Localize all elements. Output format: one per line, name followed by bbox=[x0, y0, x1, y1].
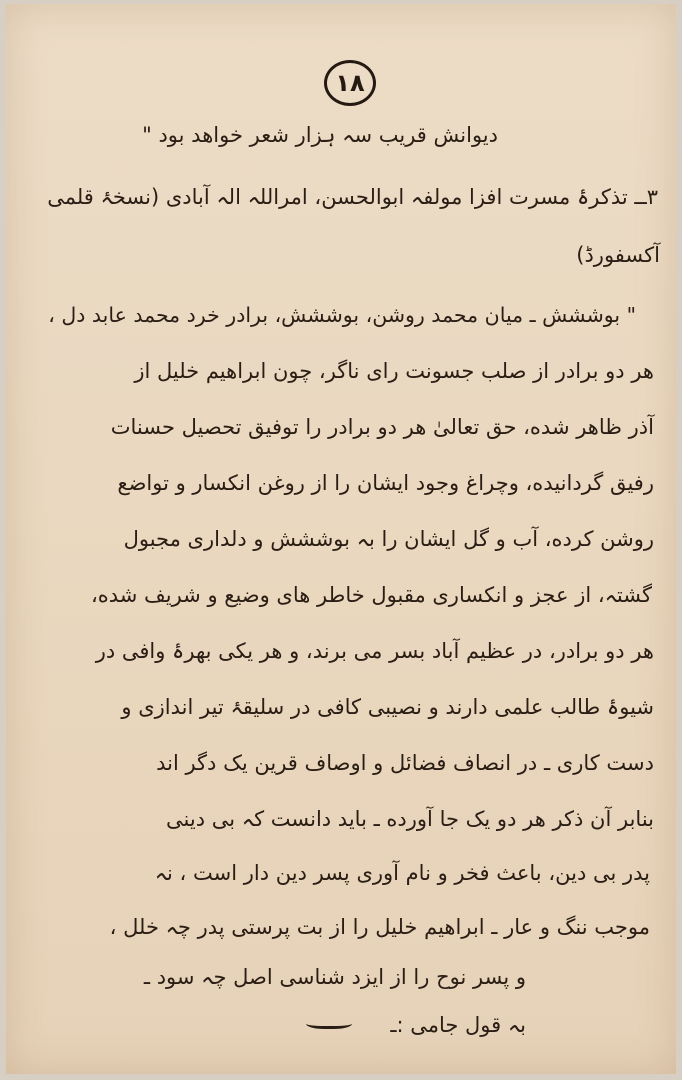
text-line: آذر ظاهر شده، حق تعالیٰ هر دو برادر را توفیق تحصیل حسنات bbox=[110, 415, 654, 439]
text-line: گشتہ، از عجز و انکساری مقبول خاطر های وضیع و شریف شده، bbox=[90, 583, 652, 607]
text-line: هر دو برادر از صلب جسونت رای ناگر، چون ابراهیم خلیل از bbox=[134, 359, 654, 383]
page-number: ۱۸ bbox=[335, 69, 365, 97]
text-line: " بوششش ـ میان محمد روشن، بوششش، برادر خرد محمد عابد دل ، bbox=[48, 303, 636, 327]
text-line: ۳ــ تذکرۂ مسرت افزا مولفہ ابوالحسن، امراللہ الہ آبادی (نسخۂ قلمی bbox=[47, 185, 658, 209]
text-line: آکسفورڈ) bbox=[576, 243, 660, 267]
text-line: پدر بی دین، باعث فخر و نام آوری پسر دین دار است ، نہ bbox=[154, 861, 650, 885]
text-line: دست کاری ـ در انصاف فضائل و اوصاف قرین یک دگر اند bbox=[156, 751, 654, 775]
manuscript-page bbox=[6, 4, 676, 1074]
text-line: بہ قول جامی :ـ bbox=[390, 1013, 526, 1037]
text-line: بنابر آن ذکر هر دو یک جا آورده ـ باید دانست کہ بی دینی bbox=[166, 807, 654, 831]
decorative-stroke bbox=[306, 1016, 352, 1029]
text-line: شیوۂ طالب علمی دارند و نصیبی کافی در سلیقۂ تیر اندازی و bbox=[121, 695, 654, 719]
text-line: موجب ننگ و عار ـ ابراهیم خلیل را از بت پرستی پدر چہ خلل ، bbox=[109, 915, 650, 939]
text-line: هر دو برادر، در عظیم آباد بسر می برند، و هر یکی بهرۂ وافی در bbox=[95, 639, 654, 663]
text-line: روشن کرده، آب و گل ایشان را بہ بوششش و دلداری مجبول bbox=[123, 527, 654, 551]
text-line: رفیق گردانیده، وچراغ وجود ایشان را از روغن انکسار و تواضع bbox=[117, 471, 654, 495]
text-line: دیوانش قریب سہ ہزار شعر خواهد بود " bbox=[142, 123, 498, 147]
page-number-circle bbox=[324, 60, 376, 106]
text-line: و پسر نوح را از ایزد شناسی اصل چہ سود ـ bbox=[143, 965, 526, 989]
